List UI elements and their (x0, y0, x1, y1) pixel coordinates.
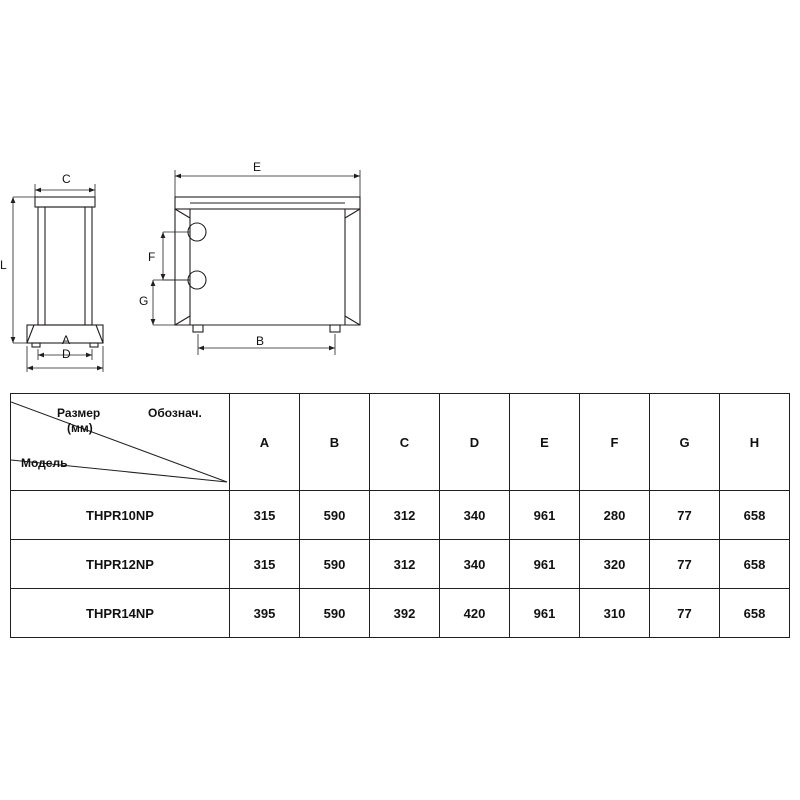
cell-h: 658 (720, 589, 790, 638)
dim-label-f: F (148, 250, 156, 264)
cell-h: 658 (720, 491, 790, 540)
cell-g: 77 (650, 491, 720, 540)
cell-b: 590 (300, 540, 370, 589)
cell-f: 310 (580, 589, 650, 638)
column-header-g: G (650, 394, 720, 491)
cell-c: 312 (370, 540, 440, 589)
corner-label-size: Размер (57, 406, 101, 420)
dimensions-table (10, 393, 790, 638)
cell-c: 312 (370, 491, 440, 540)
dim-label-c: C (62, 172, 71, 186)
side-elevation-drawing (5, 150, 145, 380)
cell-f: 320 (580, 540, 650, 589)
row-model-name: THPR10NP (11, 491, 230, 540)
column-header-f: F (580, 394, 650, 491)
table-row (11, 589, 790, 638)
table-header-row (11, 394, 790, 491)
drawings-area (0, 150, 800, 380)
column-header-a: A (230, 394, 300, 491)
cell-b: 590 (300, 491, 370, 540)
dim-label-a: A (62, 333, 71, 347)
table-row (11, 491, 790, 540)
cell-b: 590 (300, 589, 370, 638)
cell-h: 658 (720, 540, 790, 589)
dim-label-g: G (139, 294, 149, 308)
dim-label-e: E (253, 160, 262, 174)
cell-d: 340 (440, 540, 510, 589)
cell-a: 315 (230, 540, 300, 589)
corner-label-designation: Обознач. (148, 406, 202, 420)
corner-label-size-unit: (мм) (67, 421, 93, 435)
cell-e: 961 (510, 491, 580, 540)
table-corner-header (11, 394, 230, 491)
column-header-h: H (720, 394, 790, 491)
cell-d: 420 (440, 589, 510, 638)
dim-label-b: B (256, 334, 265, 348)
corner-label-model: Модель (21, 456, 68, 470)
cell-f: 280 (580, 491, 650, 540)
table-row (11, 540, 790, 589)
column-header-d: D (440, 394, 510, 491)
cell-e: 961 (510, 589, 580, 638)
column-header-b: B (300, 394, 370, 491)
cell-e: 961 (510, 540, 580, 589)
column-header-c: C (370, 394, 440, 491)
dim-label-d: D (62, 347, 71, 361)
row-model-name: THPR14NP (11, 589, 230, 638)
row-model-name: THPR12NP (11, 540, 230, 589)
cell-a: 315 (230, 491, 300, 540)
front-elevation-drawing (145, 150, 405, 380)
cell-c: 392 (370, 589, 440, 638)
cell-d: 340 (440, 491, 510, 540)
column-header-e: E (510, 394, 580, 491)
cell-g: 77 (650, 540, 720, 589)
cell-g: 77 (650, 589, 720, 638)
cell-a: 395 (230, 589, 300, 638)
dim-label-l: L (0, 258, 7, 272)
